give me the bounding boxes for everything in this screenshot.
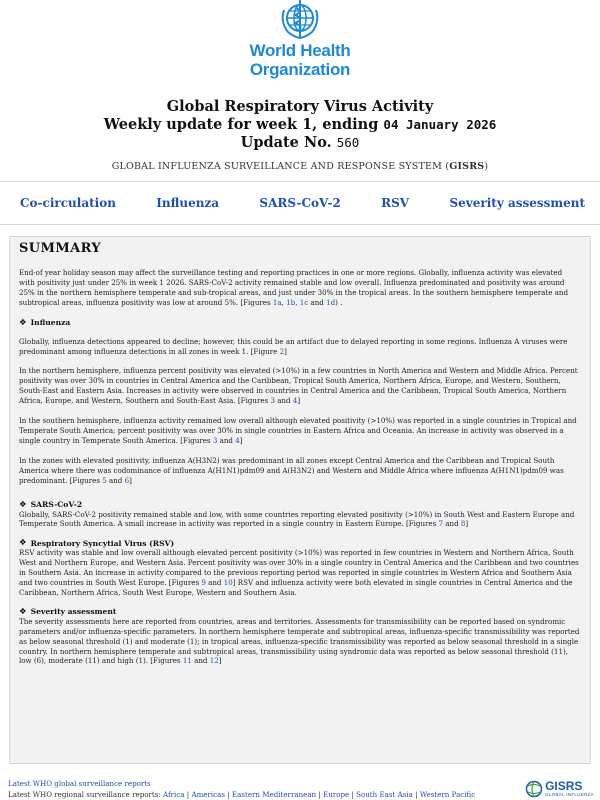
nav-bottom-divider bbox=[0, 224, 600, 225]
page-header bbox=[0, 0, 600, 176]
page-subtitle bbox=[0, 116, 600, 134]
figure-link[interactable]: 8 bbox=[460, 519, 466, 529]
who-emblem-icon bbox=[278, 0, 322, 40]
rsv-heading: ❖ Respiratory Syncytial Virus (RSV) bbox=[19, 538, 175, 549]
global-reports-link[interactable]: Latest WHO global surveillance reports bbox=[8, 779, 151, 788]
figure-link[interactable]: 12 bbox=[209, 656, 219, 666]
section-bullet-icon: ❖ bbox=[19, 538, 27, 549]
influenza-paragraph: In the zones with elevated positivity, influenza A(H3N2) was predominant in all zones except Central America and the Caribbean and Tropical South America where there was codominance of influenza A(H1N1)pdm09 and A(H3N2) and Western and Middle Africa where influenza A(H1N1)pdm09 was predominant. [Figures 5 and 6] bbox=[19, 455, 564, 485]
regional-reports-line: Latest WHO regional surveillance reports: Africa | Americas | Eastern Mediterranean | Europe | South East Asia | Western Pacific bbox=[8, 790, 476, 799]
region-link-eastern-mediterranean[interactable]: Eastern Mediterranean bbox=[231, 790, 317, 799]
nav-severity-assessment[interactable]: Severity assessment bbox=[449, 196, 585, 210]
update-number: 560 bbox=[336, 135, 360, 150]
section-bullet-icon: ❖ bbox=[19, 606, 27, 617]
figure-link[interactable]: 1b bbox=[286, 297, 296, 307]
nav-rsv[interactable]: RSV bbox=[381, 196, 410, 210]
nav-co-circulation[interactable]: Co-circulation bbox=[20, 196, 116, 210]
nav-influenza[interactable]: Influenza bbox=[156, 196, 220, 210]
gisrs-logo bbox=[525, 780, 594, 798]
system-prefix: GLOBAL INFLUENZA SURVEILLANCE AND RESPONSE SYSTEM ( bbox=[111, 161, 450, 172]
org-name-line1: World Health bbox=[249, 41, 351, 60]
system-abbr: GISRS bbox=[449, 161, 485, 172]
sars-heading: ❖ SARS-CoV-2 bbox=[19, 499, 83, 510]
system-line bbox=[0, 158, 600, 176]
figure-link[interactable]: 4 bbox=[235, 435, 240, 445]
gisrs-logo-subtext: GLOBAL INFLUENZA bbox=[545, 792, 594, 797]
figure-link[interactable]: 1d bbox=[326, 297, 336, 307]
figure-link[interactable]: 2 bbox=[279, 346, 285, 356]
severity-paragraph: The severity assessments here are reported from countries, areas and territories. Assessments for transmissibility can be reported based on syndromic parameters and/or influenza-specific parameters. In northern hemisphere temperate and subtropical areas, influenza-specific transmissibility was reported as below seasonal threshold (1) and moderate (1); in tropical areas, influenza-specific transmissibility was reported as below seasonal threshold in a single country. In northern hemisphere temperate and subtropical areas, transmissibility using syndromic data was reported as below seasonal threshold (11), low (6), moderate (11) and high (1). [Figures 11 and 12] bbox=[19, 616, 580, 666]
summary-title: SUMMARY bbox=[19, 241, 102, 256]
subtitle-prefix: Weekly update for week 1, ending bbox=[103, 116, 384, 133]
subtitle-date: 04 January 2026 bbox=[383, 117, 497, 132]
rsv-paragraph: RSV activity was stable and low overall although elevated percent positivity (>10%) was reported in few countries in Western and Northern Africa, South West and Northern Europe, and Western Asia. Percent positivity was over 30% in a single country in Central America and the Caribbean and two countries in Southern Asia. An increase in activity compared to the previous reporting period was reported in single countries in Western Africa and Southern Asia and two countries in South West Europe. [Figures 9 and 10] RSV and influenza activity were both elevated in single countries in Central America and the Caribbean, Northern Africa, South West Europe, Western and Southern Asia. bbox=[19, 548, 579, 597]
gisrs-logo-text: GISRS bbox=[545, 779, 583, 793]
who-logo bbox=[0, 0, 600, 78]
update-prefix: Update No. bbox=[240, 134, 337, 151]
figure-link[interactable]: 9 bbox=[201, 578, 206, 588]
figure-link[interactable]: 7 bbox=[438, 519, 444, 529]
figure-link[interactable]: 10 bbox=[223, 578, 233, 588]
section-bullet-icon: ❖ bbox=[19, 499, 27, 510]
summary-intro: End-of year holiday season may affect the surveillance testing and reporting practices in one or more regions. Globally, influenza activity was elevated with positivity just under 25% in week 1 2026. SARS-CoV-2 activity remained stable and low overall. Influenza predominated and positivity was around 25% in the northern hemisphere temperate and sub-tropical areas, and just under 30% in the tropical areas. In the southern hemisphere temperate and subtropical areas, influenza positivity was low at around 5%. [Figures 1a, 1b, 1c and 1d) . bbox=[19, 268, 569, 307]
influenza-paragraph: In the northern hemisphere, influenza percent positivity was elevated (>10%) in a few countries in North America and Western and Middle Africa. Percent positivity was over 30% in countries in Central America and the Caribbean, Tropical South America, Northern Africa, Europe, and Western, Southern, South-East and Eastern Asia. Increases in activity were observed in countries in Central America and the Caribbean, Tropical South America, Northern Africa, Europe, and Western, Southern and South-East Asia. [Figures 3 and 4] bbox=[19, 366, 578, 406]
figure-link[interactable]: 5 bbox=[102, 475, 107, 485]
figure-link[interactable]: 1a bbox=[272, 297, 282, 307]
region-link-south-east-asia[interactable]: South East Asia bbox=[356, 790, 413, 799]
figure-link[interactable]: 3 bbox=[212, 435, 218, 445]
summary-panel bbox=[9, 236, 591, 764]
section-bullet-icon: ❖ bbox=[19, 317, 27, 328]
region-link-americas[interactable]: Americas bbox=[191, 790, 226, 799]
nav-sars-cov-2[interactable]: SARS-CoV-2 bbox=[259, 196, 341, 210]
influenza-paragraph: Globally, influenza detections appeared to decline; however, this could be an artifact due to delayed reporting in some regions. Influenza A viruses were predominant among influenza detections in all zones in week 1. [Figure 2] bbox=[19, 336, 568, 356]
severity-heading: ❖ Severity assessment bbox=[19, 606, 117, 617]
nav-top-divider bbox=[0, 181, 600, 182]
page-title: Global Respiratory Virus Activity bbox=[166, 98, 434, 115]
gisrs-globe-icon bbox=[525, 780, 543, 798]
system-suffix: ) bbox=[484, 161, 489, 172]
figure-link[interactable]: 6 bbox=[124, 475, 130, 485]
region-link-western-pacific[interactable]: Western Pacific bbox=[419, 790, 476, 799]
org-name-line2: Organization bbox=[249, 60, 351, 79]
influenza-heading: ❖ Influenza bbox=[19, 317, 71, 328]
page-footer bbox=[8, 779, 598, 799]
section-nav bbox=[0, 190, 600, 216]
region-link-africa[interactable]: Africa bbox=[163, 790, 185, 799]
influenza-paragraph: In the southern hemisphere, influenza activity remained low overall although elevated positivity (>10%) was reported in a single countries in Tropical and Temperate South America; percent positivity was over 30% in single countries in Eastern Africa and Oceania. An increase in activity was observed in a single country in Temperate South America. [Figures 3 and 4] bbox=[19, 416, 577, 445]
figure-link[interactable]: 3 bbox=[270, 396, 275, 406]
figure-link[interactable]: 4 bbox=[292, 396, 298, 406]
figure-link[interactable]: 11 bbox=[182, 656, 192, 666]
sars-paragraph: Globally, SARS-CoV-2 positivity remained stable and low, with some countries reporting elevated positivity (>10%) in South West and Eastern Europe and Temperate South America. A small increase in activity was reported in a single country in Eastern Europe. [Figures 7 and 8] bbox=[19, 509, 575, 529]
update-number-line bbox=[0, 134, 600, 152]
region-link-europe[interactable]: Europe bbox=[323, 790, 350, 799]
figure-link[interactable]: 1c bbox=[299, 297, 309, 307]
